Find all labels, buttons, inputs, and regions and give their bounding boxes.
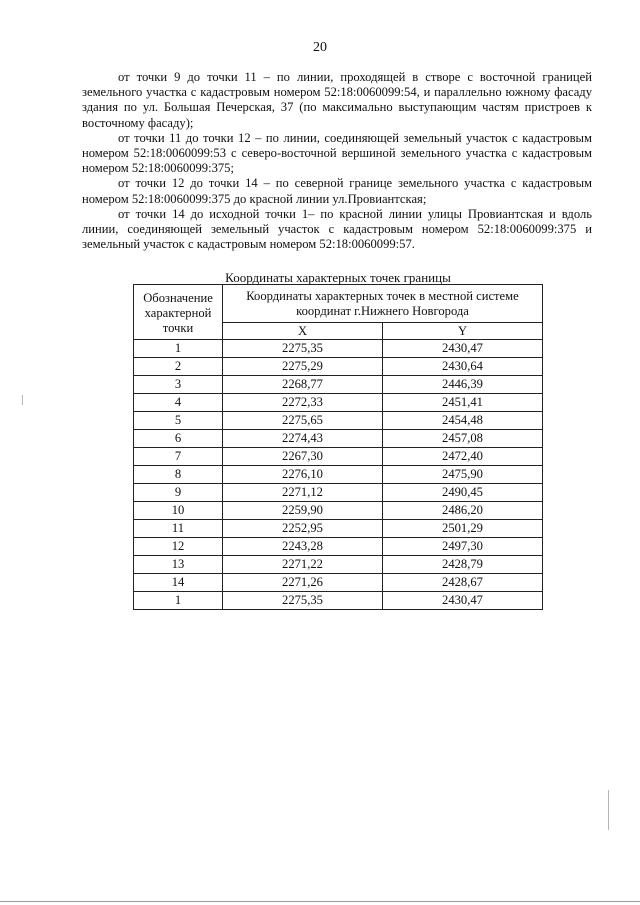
cell-y: 2428,67 [383, 574, 543, 592]
cell-x: 2275,35 [223, 340, 383, 358]
table-row [134, 376, 543, 394]
cell-point: 4 [134, 394, 223, 412]
cell-point: 8 [134, 466, 223, 484]
cell-point: 9 [134, 484, 223, 502]
coordinates-table-body [134, 340, 543, 610]
cell-y: 2430,47 [383, 340, 543, 358]
cell-point: 6 [134, 430, 223, 448]
cell-y: 2475,90 [383, 466, 543, 484]
cell-y: 2430,47 [383, 592, 543, 610]
header-point: Обозначение характерной точки [134, 285, 223, 340]
table-row [134, 340, 543, 358]
cell-y: 2446,39 [383, 376, 543, 394]
cell-y: 2501,29 [383, 520, 543, 538]
cell-point: 1 [134, 592, 223, 610]
cell-x: 2275,65 [223, 412, 383, 430]
cell-x: 2259,90 [223, 502, 383, 520]
cell-y: 2428,79 [383, 556, 543, 574]
cell-y: 2486,20 [383, 502, 543, 520]
paragraph: от точки 11 до точки 12 – по линии, соединяющей земельный участок с кадастровым номером 52:18:0060099:53 с северо-восточной вершиной земельного участка с кадастровым номером 52:18:0060099:375; [82, 130, 592, 176]
cell-point: 13 [134, 556, 223, 574]
cell-x: 2243,28 [223, 538, 383, 556]
cell-point: 2 [134, 358, 223, 376]
scan-margin-mark [608, 790, 609, 830]
body-text [82, 70, 592, 252]
cell-x: 2275,35 [223, 592, 383, 610]
cell-point: 12 [134, 538, 223, 556]
cell-x: 2267,30 [223, 448, 383, 466]
cell-x: 2271,26 [223, 574, 383, 592]
coordinates-table [133, 284, 543, 610]
cell-y: 2454,48 [383, 412, 543, 430]
table-row [134, 430, 543, 448]
cell-point: 7 [134, 448, 223, 466]
table-caption: Координаты характерных точек границы [225, 270, 451, 285]
table-row [134, 466, 543, 484]
header-y: Y [383, 323, 543, 340]
table-row [134, 358, 543, 376]
cell-x: 2275,29 [223, 358, 383, 376]
cell-x: 2272,33 [223, 394, 383, 412]
cell-point: 3 [134, 376, 223, 394]
cell-point: 11 [134, 520, 223, 538]
cell-point: 10 [134, 502, 223, 520]
cell-point: 5 [134, 412, 223, 430]
table-row [134, 520, 543, 538]
table-row [134, 484, 543, 502]
paragraph: от точки 9 до точки 11 – по линии, проходящей в створе с восточной границей земельного участка с кадастровым номером 52:18:0060099:54, и параллельно южному фасаду здания по ул. Большая Печерская, 37 (по максимально выступающим частям пристроев к восточному фасаду); [82, 70, 592, 130]
cell-y: 2457,08 [383, 430, 543, 448]
table-row [134, 592, 543, 610]
cell-x: 2271,12 [223, 484, 383, 502]
table-row [134, 448, 543, 466]
cell-y: 2472,40 [383, 448, 543, 466]
cell-y: 2430,64 [383, 358, 543, 376]
table-row [134, 502, 543, 520]
cell-x: 2268,77 [223, 376, 383, 394]
cell-x: 2276,10 [223, 466, 383, 484]
page-number: 20 [313, 40, 327, 55]
cell-x: 2271,22 [223, 556, 383, 574]
cell-y: 2497,30 [383, 538, 543, 556]
table-row [134, 538, 543, 556]
paragraph: от точки 14 до исходной точки 1– по красной линии улицы Провиантская и вдоль линии, соединяющей земельный участок с кадастровым номером 52:18:0060099:375 и земельный участок с кадастровым номером 52:18:0060099:57. [82, 206, 592, 252]
cell-y: 2451,41 [383, 394, 543, 412]
header-coordinate-system: Координаты характерных точек в местной системе координат г.Нижнего Новгорода [223, 285, 543, 323]
paragraph: от точки 12 до точки 14 – по северной границе земельного участка с кадастровым номером 52:18:0060099:375 до красной линии ул.Провиантская; [82, 176, 592, 206]
table-row [134, 574, 543, 592]
scan-margin-mark [22, 395, 23, 405]
cell-point: 1 [134, 340, 223, 358]
table-row [134, 556, 543, 574]
table-row [134, 394, 543, 412]
scan-bottom-edge [0, 901, 640, 902]
cell-x: 2274,43 [223, 430, 383, 448]
cell-x: 2252,95 [223, 520, 383, 538]
cell-y: 2490,45 [383, 484, 543, 502]
cell-point: 14 [134, 574, 223, 592]
header-x: X [223, 323, 383, 340]
table-row [134, 412, 543, 430]
